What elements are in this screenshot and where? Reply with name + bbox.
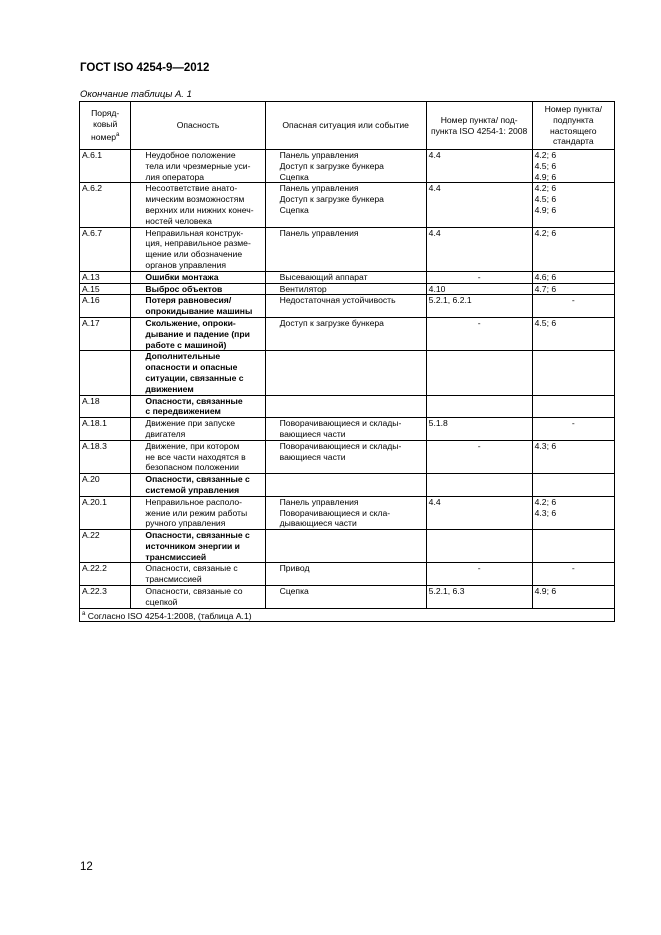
cell-hazard <box>131 563 265 586</box>
cell-situation <box>265 183 426 227</box>
cell-hazard-line: опрокидывание машины <box>145 306 253 317</box>
table-row <box>80 496 615 529</box>
cell-number: А.22.3 <box>80 586 131 609</box>
cell-standard-clause-line: 4.2; 6 <box>534 227 557 238</box>
table-row <box>80 150 615 183</box>
cell-situation-line: дывающиеся части <box>279 518 357 529</box>
cell-iso-clause <box>426 474 532 497</box>
cell-standard-clause <box>532 283 614 295</box>
table-row <box>80 271 615 283</box>
cell-iso-clause-line: - <box>477 317 481 328</box>
cell-situation-line: Панель управления <box>279 150 359 160</box>
cell-standard-clause <box>532 351 614 395</box>
cell-situation-line: Привод <box>279 563 310 574</box>
cell-standard-clause <box>532 271 614 283</box>
cell-standard-clause-line: 4.2; 6 <box>534 183 557 194</box>
cell-hazard-line: работе с машиной) <box>145 339 227 350</box>
cell-number: А.13 <box>80 271 131 283</box>
cell-number: А.20 <box>80 474 131 497</box>
cell-standard-clause <box>532 496 614 529</box>
cell-number: А.18.3 <box>80 440 131 473</box>
cell-hazard-line: источником энергии и <box>145 540 240 551</box>
cell-hazard <box>131 496 265 529</box>
table-row <box>80 530 615 563</box>
cell-number: А.17 <box>80 317 131 350</box>
cell-standard-clause-line: - <box>571 418 575 429</box>
cell-standard-clause <box>532 395 614 418</box>
cell-hazard-line: Дополнительные <box>145 351 221 362</box>
cell-hazard-line: Выброс объектов <box>145 283 223 294</box>
table-row <box>80 283 615 295</box>
cell-situation-line: Поворачивающиеся и склады- <box>279 440 402 451</box>
cell-iso-clause <box>426 440 532 473</box>
cell-iso-clause <box>426 586 532 609</box>
table-body <box>80 150 615 609</box>
cell-hazard <box>131 317 265 350</box>
cell-hazard-line: Опасности, связаные с <box>145 563 238 574</box>
cell-standard-clause <box>532 418 614 441</box>
cell-hazard-line: Опасности, связанные <box>145 395 243 406</box>
cell-hazard-line: щение или обозначение <box>145 249 243 260</box>
cell-iso-clause <box>426 150 532 183</box>
cell-hazard-line: Неправильная конструк- <box>145 227 244 238</box>
cell-iso-clause <box>426 317 532 350</box>
cell-situation-line: Сцепка <box>279 171 309 182</box>
cell-iso-clause-line: 5.2.1, 6.3 <box>428 586 465 597</box>
cell-hazard-line: Скольжение, опроки- <box>145 317 236 328</box>
cell-standard-clause-line: - <box>571 295 575 306</box>
cell-iso-clause-line: 5.2.1, 6.2.1 <box>428 295 472 306</box>
table-row <box>80 351 615 395</box>
cell-hazard-line: тела или чрезмерные уси- <box>145 160 251 171</box>
cell-number: А.18 <box>80 395 131 418</box>
cell-number: А.6.2 <box>80 183 131 227</box>
cell-situation <box>265 227 426 271</box>
cell-hazard-line: сцепкой <box>145 596 178 607</box>
cell-situation <box>265 474 426 497</box>
cell-number: А.6.1 <box>80 150 131 183</box>
cell-standard-clause-line: 4.3; 6 <box>534 507 557 518</box>
cell-standard-clause <box>532 227 614 271</box>
cell-iso-clause <box>426 563 532 586</box>
cell-hazard-line: Опасности, связаные со <box>145 586 243 597</box>
cell-situation <box>265 418 426 441</box>
cell-situation <box>265 563 426 586</box>
cell-standard-clause-line: 4.9; 6 <box>534 586 557 597</box>
cell-hazard <box>131 150 265 183</box>
cell-situation <box>265 586 426 609</box>
cell-hazard-line: движением <box>145 383 194 394</box>
cell-situation <box>265 283 426 295</box>
cell-standard-clause <box>532 183 614 227</box>
cell-hazard-line: не все части находятся в <box>145 451 246 462</box>
cell-number: А.16 <box>80 295 131 318</box>
cell-standard-clause-line: 4.3; 6 <box>534 440 557 451</box>
cell-standard-clause <box>532 440 614 473</box>
cell-standard-clause-line: 4.5; 6 <box>534 194 557 205</box>
cell-hazard <box>131 440 265 473</box>
cell-iso-clause <box>426 227 532 271</box>
cell-number <box>80 351 131 395</box>
col-header-situation: Опасная ситуация или событие <box>265 102 426 150</box>
cell-number: А.22 <box>80 530 131 563</box>
cell-hazard-line: системой управления <box>145 484 240 495</box>
cell-iso-clause <box>426 395 532 418</box>
cell-hazard <box>131 271 265 283</box>
cell-iso-clause <box>426 351 532 395</box>
col-header-standard-clause: Номер пункта/ подпункта настоящего стандарта <box>532 102 614 150</box>
cell-situation <box>265 530 426 563</box>
table-row <box>80 295 615 318</box>
cell-situation-line: Панель управления <box>279 183 359 194</box>
table-row <box>80 418 615 441</box>
cell-standard-clause-line: 4.2; 6 <box>534 496 557 507</box>
cell-hazard-line: дывание и падение (при <box>145 328 250 339</box>
table-row <box>80 474 615 497</box>
table-row <box>80 586 615 609</box>
col-header-number: Поряд-ковый номер$^a$ <box>80 102 131 150</box>
document-header: ГОСТ ISO 4254-9—2012 <box>80 62 210 74</box>
cell-iso-clause <box>426 283 532 295</box>
cell-hazard-line: безопасном положении <box>145 462 239 473</box>
cell-iso-clause-line: 4.4 <box>428 496 441 507</box>
cell-hazard-line: опасности и опасные <box>145 362 238 373</box>
cell-hazard <box>131 295 265 318</box>
cell-standard-clause-line: - <box>571 563 575 574</box>
cell-hazard <box>131 530 265 563</box>
cell-hazard-line: с передвижением <box>145 406 221 417</box>
cell-hazard-line: Несоответствие анато- <box>145 183 238 194</box>
table-caption: Окончание таблицы А. 1 <box>80 89 192 100</box>
table-header-row <box>80 102 615 150</box>
cell-hazard-line: Опасности, связанные с <box>145 474 250 485</box>
cell-hazard <box>131 227 265 271</box>
cell-standard-clause <box>532 317 614 350</box>
cell-hazard <box>131 183 265 227</box>
cell-hazard-line: ция, неправильное разме- <box>145 238 251 249</box>
cell-hazard <box>131 418 265 441</box>
cell-situation <box>265 295 426 318</box>
cell-hazard-line: лия оператора <box>145 171 205 182</box>
cell-hazard-line: Неудобное положение <box>145 150 236 160</box>
cell-hazard-line: Опасности, связанные с <box>145 530 250 541</box>
cell-hazard-line: органов управления <box>145 259 227 270</box>
cell-hazard <box>131 283 265 295</box>
cell-iso-clause-line: 4.4 <box>428 150 441 160</box>
cell-hazard <box>131 474 265 497</box>
cell-situation-line: вающиеся части <box>279 428 346 439</box>
cell-standard-clause <box>532 563 614 586</box>
cell-iso-clause-line: 5.1.8 <box>428 418 448 429</box>
cell-hazard <box>131 351 265 395</box>
cell-situation-line: Панель управления <box>279 496 359 507</box>
footnote: $^a$ Согласно ISO 4254-1:2008, (таблица А.1) <box>80 608 615 622</box>
col-header-hazard: Опасность <box>131 102 265 150</box>
cell-situation-line: Недостаточная устойчивость <box>279 295 396 306</box>
cell-situation-line: Поворачивающиеся и склады- <box>279 418 402 429</box>
cell-hazard <box>131 395 265 418</box>
cell-situation-line: Доступ к загрузке бункера <box>279 160 384 171</box>
cell-situation-line: Поворачивающиеся и скла- <box>279 507 391 518</box>
cell-iso-clause <box>426 183 532 227</box>
cell-situation <box>265 440 426 473</box>
cell-standard-clause <box>532 474 614 497</box>
cell-situation <box>265 496 426 529</box>
cell-hazard-line: ностей человека <box>145 215 212 226</box>
cell-hazard <box>131 586 265 609</box>
cell-number: А.20.1 <box>80 496 131 529</box>
cell-situation-line: Панель управления <box>279 227 359 238</box>
cell-iso-clause <box>426 295 532 318</box>
cell-iso-clause <box>426 530 532 563</box>
cell-situation <box>265 351 426 395</box>
cell-hazard-line: Неправильное располо- <box>145 496 243 507</box>
cell-standard-clause <box>532 295 614 318</box>
cell-situation-line: вающиеся части <box>279 451 346 462</box>
cell-hazard-line: Потеря равновесия/ <box>145 295 232 306</box>
cell-number: А.22.2 <box>80 563 131 586</box>
cell-situation-line: Вентилятор <box>279 283 327 294</box>
cell-standard-clause <box>532 150 614 183</box>
cell-situation-line: Высевающий аппарат <box>279 271 368 282</box>
cell-number: А.15 <box>80 283 131 295</box>
cell-standard-clause-line: 4.7; 6 <box>534 283 557 294</box>
table-row <box>80 440 615 473</box>
cell-iso-clause-line: 4.4 <box>428 227 441 238</box>
table-row <box>80 317 615 350</box>
cell-situation-line: Сцепка <box>279 586 309 597</box>
cell-hazard-line: верхних или нижних конеч- <box>145 204 254 215</box>
cell-hazard-line: Движение при запуске <box>145 418 235 429</box>
table-row <box>80 227 615 271</box>
cell-iso-clause-line: - <box>477 271 481 282</box>
cell-situation <box>265 150 426 183</box>
cell-situation-line: Доступ к загрузке бункера <box>279 194 384 205</box>
cell-iso-clause <box>426 271 532 283</box>
cell-situation-line: Сцепка <box>279 204 309 215</box>
table-row <box>80 563 615 586</box>
cell-situation <box>265 317 426 350</box>
cell-standard-clause-line: 4.9; 6 <box>534 204 557 215</box>
page-number: 12 <box>80 861 93 873</box>
cell-iso-clause-line: - <box>477 563 481 574</box>
cell-standard-clause-line: 4.9; 6 <box>534 171 557 182</box>
cell-iso-clause <box>426 418 532 441</box>
table-footnote-row <box>80 608 615 622</box>
cell-situation-line: Доступ к загрузке бункера <box>279 317 384 328</box>
col-header-iso-clause: Номер пункта/ под-пункта ISO 4254-1: 2008 <box>426 102 532 150</box>
cell-situation <box>265 271 426 283</box>
cell-hazard-line: жение или режим работы <box>145 507 248 518</box>
cell-hazard-line: Ошибки монтажа <box>145 271 219 282</box>
cell-iso-clause-line: 4.4 <box>428 183 441 194</box>
cell-hazard-line: трансмиссией <box>145 551 207 562</box>
cell-standard-clause-line: 4.5; 6 <box>534 160 557 171</box>
hazard-table <box>79 101 615 622</box>
cell-hazard-line: мическим возможностям <box>145 194 245 205</box>
cell-number: А.18.1 <box>80 418 131 441</box>
cell-standard-clause <box>532 530 614 563</box>
cell-hazard-line: трансмиссией <box>145 574 202 585</box>
cell-hazard-line: Движение, при котором <box>145 440 240 451</box>
cell-standard-clause-line: 4.2; 6 <box>534 150 557 160</box>
cell-hazard-line: ситуации, связанные с <box>145 372 244 383</box>
cell-standard-clause-line: 4.5; 6 <box>534 317 557 328</box>
cell-iso-clause <box>426 496 532 529</box>
cell-number: А.6.7 <box>80 227 131 271</box>
cell-hazard-line: двигателя <box>145 428 186 439</box>
cell-standard-clause-line: 4.6; 6 <box>534 271 557 282</box>
cell-standard-clause <box>532 586 614 609</box>
cell-iso-clause-line: - <box>477 440 481 451</box>
cell-hazard-line: ручного управления <box>145 518 226 529</box>
cell-iso-clause-line: 4.10 <box>428 283 446 294</box>
cell-situation <box>265 395 426 418</box>
table-row <box>80 183 615 227</box>
table-row <box>80 395 615 418</box>
